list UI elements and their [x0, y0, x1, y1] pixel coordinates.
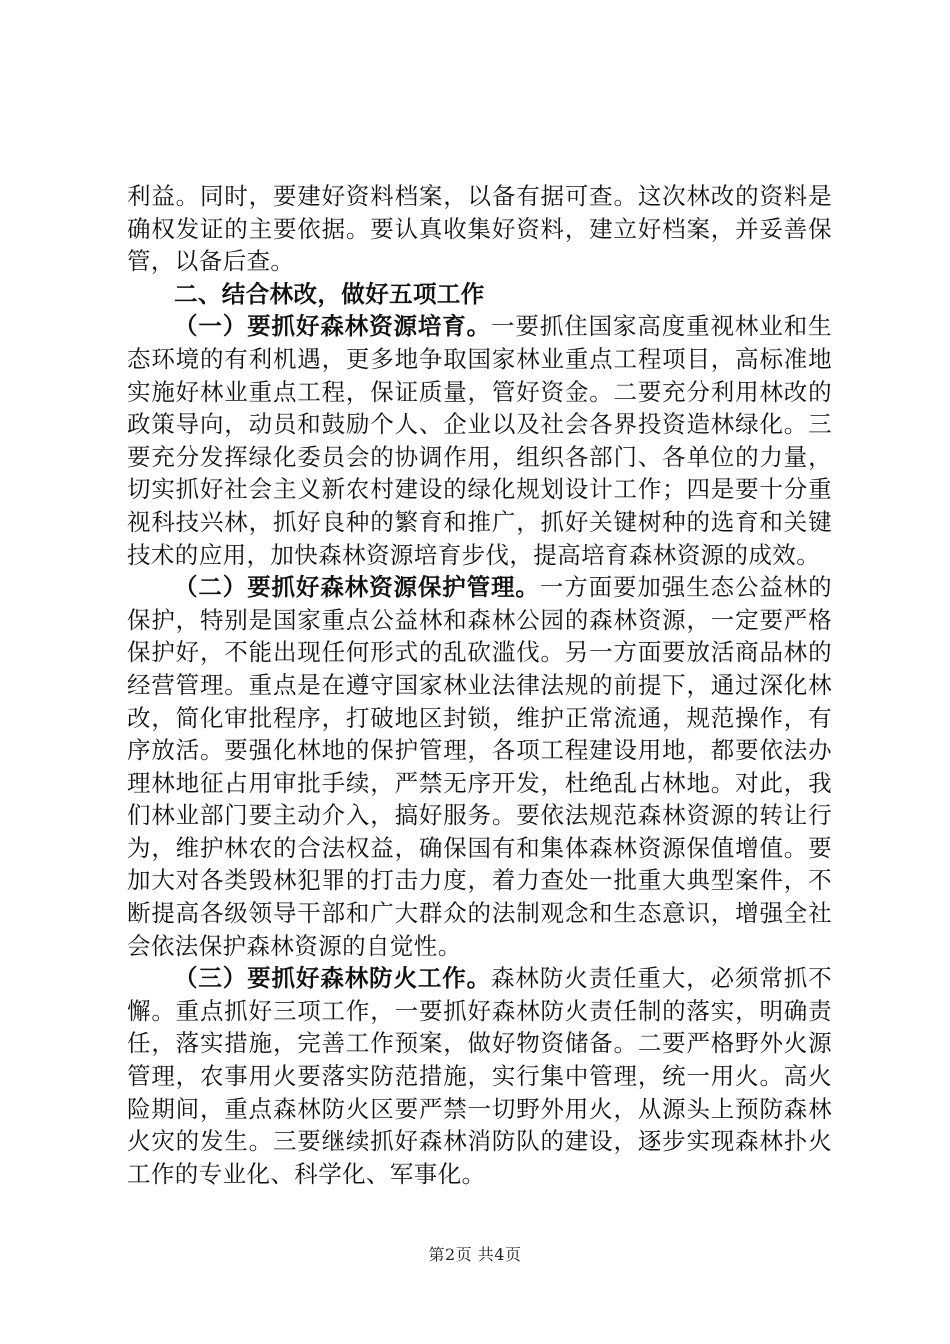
item-paragraph-3 [127, 962, 832, 1190]
paragraph-text: 一方面要加强生态公益林的保护，特别是国家重点公益林和森林公园的森林资源，一定要严格保护好，不能出现任何形式的乱砍滥伐。另一方面要放活商品林的经营管理。重点是在遵守国家林业法律法规的前提下，通过深化林改，简化审批程序，打破地区封锁，维护正常流通，规范操作，有序放活。要强化林地的保护管理，各项工程建设用地，都要依法办理林地征占用审批手续，严禁无序开发，杜绝乱占林地。对此，我们林业部门要主动介入，搞好服务。要依法规范森林资源的转让行为，维护林农的合法权益，确保国有和集体森林资源保值增值。要加大对各类毁林犯罪的打击力度，着力查处一批重大典型案件，不断提高各级领导干部和广大群众的法制观念和生态意识，增强全社会依法保护森林资源的自觉性。 [127, 573, 832, 960]
document-body [127, 180, 832, 1190]
continuation-paragraph [127, 180, 832, 278]
section-heading [127, 278, 832, 311]
page-footer [0, 1242, 950, 1265]
item-heading-2: （二）要抓好森林资源保护管理。 [174, 573, 540, 602]
page-number: 第2页 共4页 [428, 1245, 522, 1264]
item-paragraph-2 [127, 571, 832, 962]
item-heading-3: （三）要抓好森林防火工作。 [174, 964, 492, 993]
paragraph-text: 利益。同时，要建好资料档案，以备有据可查。这次林改的资料是确权发证的主要依据。要认真收集好资料，建立好档案，并妥善保管，以备后查。 [127, 182, 832, 276]
section-heading-text: 二、结合林改，做好五项工作 [174, 279, 485, 308]
paragraph-text: 森林防火责任重大，必须常抓不懈。重点抓好三项工作，一要抓好森林防火责任制的落实，明确责任，落实措施，完善工作预案，做好物资储备。二要严格野外火源管理，农事用火要落实防范措施，实行集中管理，统一用火。高火险期间，重点森林防火区要严禁一切野外用火，从源头上预防森林火灾的发生。三要继续抓好森林消防队的建设，逐步实现森林扑火工作的专业化、科学化、军事化。 [127, 964, 832, 1188]
paragraph-text: 一要抓住国家高度重视林业和生态环境的有利机遇，更多地争取国家林业重点工程项目，高标准地实施好林业重点工程，保证质量，管好资金。二要充分利用林改的政策导向，动员和鼓励个人、企业以及社会各界投资造林绿化。三要充分发挥绿化委员会的协调作用，组织各部门、各单位的力量，切实抓好社会主义新农村建设的绿化规划设计工作；四是要十分重视科技兴林，抓好良种的繁育和推广，抓好关键树种的选育和关键技术的应用，加快森林资源培育步伐，提高培育森林资源的成效。 [127, 312, 832, 569]
item-heading-1: （一）要抓好森林资源培育。 [174, 312, 492, 341]
item-paragraph-1 [127, 310, 832, 571]
